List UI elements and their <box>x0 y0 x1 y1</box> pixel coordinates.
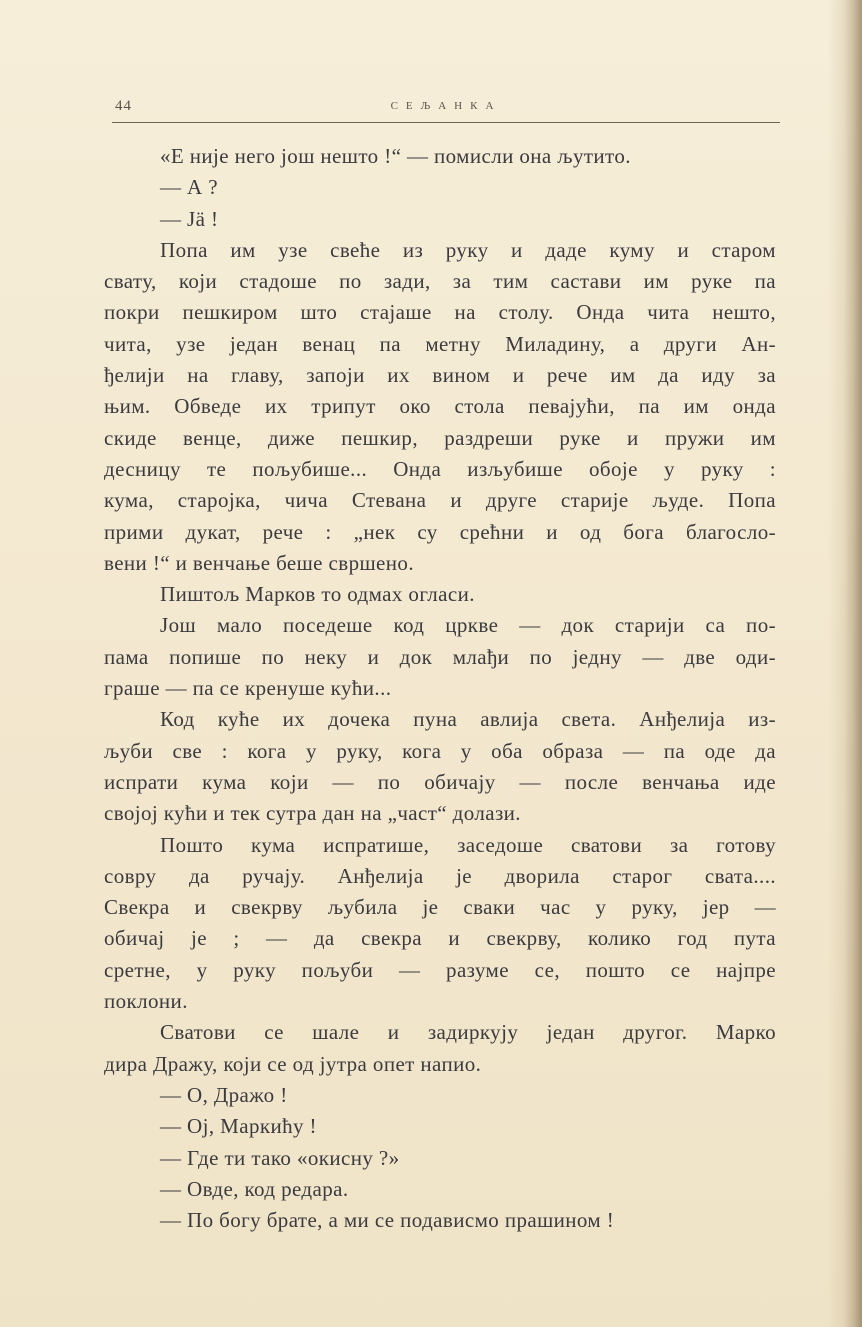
text-line: сретне, у руку пољуби — разуме се, пошто се најпре <box>104 957 776 982</box>
text-line: — По богу брате, а ми се подависмо прашином ! <box>160 1208 615 1233</box>
text-line: ђелији на главу, запоји их вином и рече им да иду за <box>104 363 776 388</box>
text-line: Пошто кума испратише, заседоше сватови за готову <box>160 832 776 857</box>
text-line: — Овде, код редара. <box>160 1176 349 1201</box>
text-line: Код куће их дочека пуна авлија света. Анђелија из- <box>160 707 776 732</box>
text-line: свату, који стадоше по зади, за тим састави им руке па <box>104 269 776 294</box>
text-line: «Е није него још нешто !“ — помисли она љутито. <box>160 144 631 168</box>
page-number: 44 <box>115 98 132 114</box>
text-line: пама попише по неку и док млађи по једну — две оди- <box>104 644 776 669</box>
text-line: испрати кума који — по обичају — после венчања иде <box>104 769 776 794</box>
text-line: скиде венце, диже пешкир, раздреши руке и пружи им <box>104 425 776 450</box>
running-title: СЕЉАНКА <box>390 100 502 112</box>
body-text <box>104 141 776 1236</box>
text-line: дира Дражу, који се од јутра опет напио. <box>104 1051 482 1076</box>
text-line: — Ој, Маркићу ! <box>160 1114 317 1139</box>
text-line: кума, старојка, чича Стевана и друге старије људе. Попа <box>104 488 776 513</box>
text-line: граше — па се кренуше кући... <box>104 676 392 701</box>
text-line: својој кући и тек сутра дан на „част“ долази. <box>104 801 521 826</box>
text-line: љуби све : кога у руку, кога у оба образа — па оде да <box>104 738 776 763</box>
text-line: — О, Дражо ! <box>160 1082 288 1107</box>
text-line: десницу те пољубише... Онда изљубише обоје у руку : <box>104 456 776 481</box>
text-line: Пиштољ Марков то одмах огласи. <box>160 582 475 607</box>
text-line: Сватови се шале и задиркују један другог. Марко <box>160 1020 776 1045</box>
text-line: прими дукат, рече : „нек су срећни и од бога благосло- <box>104 519 776 544</box>
text-line: — Где ти тако «окисну ?» <box>160 1145 400 1170</box>
text-line: чита, узе један венац па метну Миладину, а други Ан- <box>104 331 776 356</box>
text-line: совру да ручају. Анђелија је дворила старог свата.... <box>104 863 776 888</box>
text-line: обичај је ; — да свекра и свекрву, колико год пута <box>104 926 776 951</box>
text-line: Свекра и свекрву љубила је сваки час у руку, јер — <box>104 895 776 920</box>
text-line: покри пешкиром што стајаше на столу. Онда чита нешто, <box>104 300 776 325</box>
text-line: поклони. <box>104 989 188 1014</box>
text-line: Попа им узе свеће из руку и даде куму и старом <box>160 237 776 262</box>
text-line: — Jä ! <box>160 206 219 231</box>
text-line: њим. Обведе их трипут око стола певајући, па им онда <box>104 394 776 419</box>
text-line: — А ? <box>160 175 218 200</box>
text-line: Још мало поседеше код цркве — док старији са по- <box>160 613 776 638</box>
page-header <box>112 98 780 123</box>
page-edge <box>844 0 862 1327</box>
text-line: вени !“ и венчање беше свршено. <box>104 550 414 575</box>
